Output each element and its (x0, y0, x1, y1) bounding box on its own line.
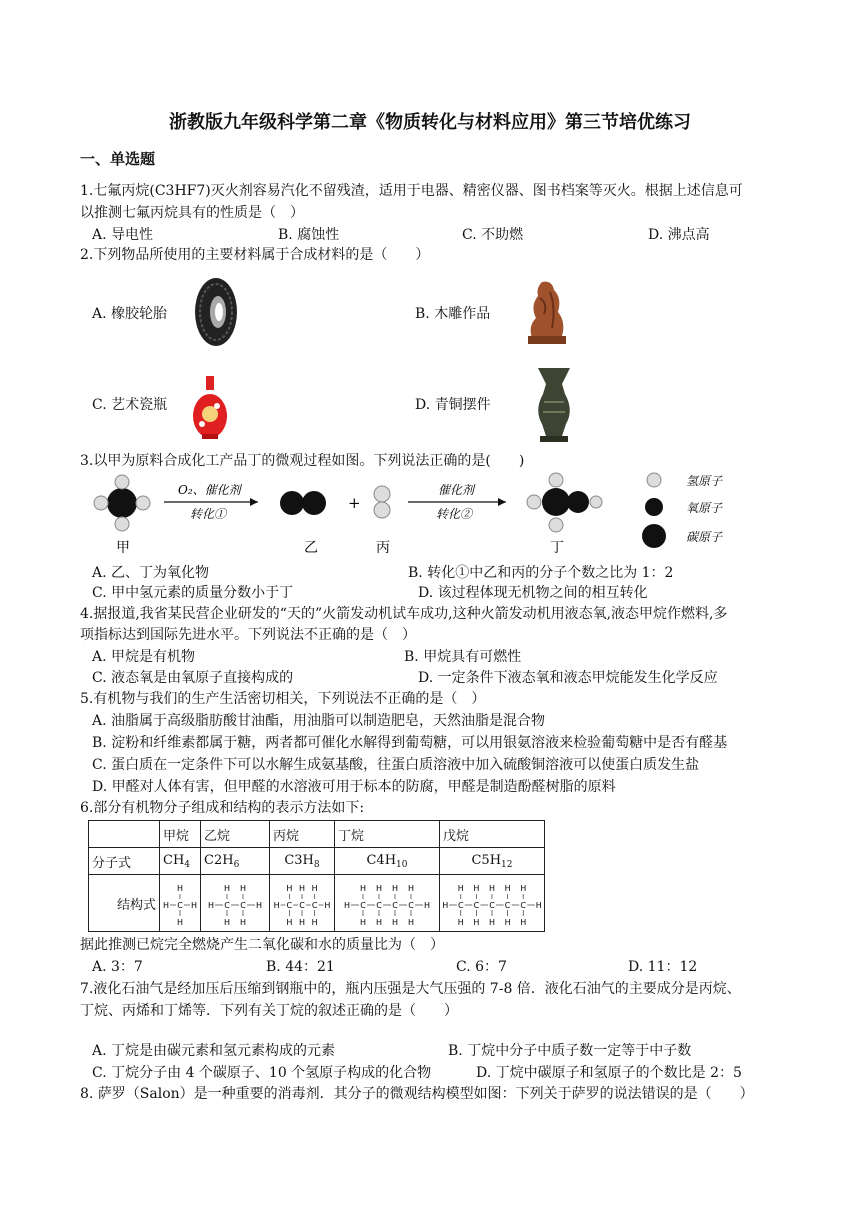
q7-stem-line2: 丁烷、丙烯和丁烯等．下列有关丁烷的叙述正确的是（ ） (80, 1003, 458, 1019)
q2-option-b[interactable]: B. 木雕作品 (415, 306, 491, 322)
svg-text:H: H (504, 918, 511, 927)
svg-text:H: H (239, 918, 247, 927)
svg-text:C: C (299, 901, 305, 910)
svg-text:H: H (473, 884, 480, 893)
svg-text:C: C (286, 901, 293, 910)
q2-option-a[interactable]: A. 橡胶轮胎 (92, 306, 168, 322)
table-name-propane: 丙烷 (270, 821, 335, 848)
label-ding: 丁 (550, 540, 564, 556)
svg-text:C: C (408, 901, 414, 910)
svg-text:C: C (240, 901, 246, 910)
svg-text:H: H (273, 901, 280, 910)
table-structure-label: 结构式 (89, 875, 160, 932)
q7-stem-line1: 7.液化石油气是经加压后压缩到钢瓶中的，瓶内压强是大气压强的 7-8 倍．液化石油气的主要成分是丙烷、 (80, 981, 741, 997)
svg-text:H: H (162, 901, 170, 910)
molecule-yi (280, 491, 326, 515)
svg-text:H: H (375, 884, 383, 893)
structure-propane (270, 875, 335, 932)
svg-text:C: C (520, 901, 526, 910)
legend-carbon: 碳原子 (686, 530, 723, 544)
section-heading: 一、单选题 (80, 150, 156, 168)
svg-text:C: C (473, 901, 480, 910)
q3-option-b[interactable]: B. 转化①中乙和丙的分子个数之比为 1：2 (408, 565, 674, 581)
svg-text:H: H (190, 901, 198, 910)
label-bing: 丙 (376, 540, 390, 556)
svg-text:H: H (176, 918, 184, 927)
svg-text:C: C (177, 901, 183, 910)
q8-stem: 8. 萨罗（Salon）是一种重要的消毒剂．其分子的微观结构模型如图：下列关于萨罗的说法错误的是（ ） (80, 1086, 754, 1102)
page-title: 浙教版九年级科学第二章《物质转化与材料应用》第三节培优练习 (169, 112, 691, 133)
structure-butane (335, 875, 440, 932)
svg-text:H: H (407, 884, 415, 893)
svg-text:C: C (224, 901, 230, 910)
q6-option-a[interactable]: A. 3：7 (92, 959, 143, 975)
svg-text:H: H (504, 884, 511, 893)
q3-option-a[interactable]: A. 乙、丁为氧化物 (92, 565, 210, 581)
q1-stem-line1: 1.七氟丙烷(C3HF7)灭火剂容易汽化不留残渣，适用于电器、精密仪器、图书档案等灭火。根据上述信息可 (80, 183, 743, 199)
svg-text:C: C (376, 901, 382, 910)
svg-text:H: H (520, 918, 527, 927)
legend-hydrogen: 氢原子 (686, 474, 723, 488)
formula-propane: $C3H_8$ (270, 848, 335, 875)
svg-text:H: H (535, 901, 542, 910)
svg-text:C: C (489, 901, 495, 910)
svg-text:H: H (457, 884, 464, 893)
q3-option-d[interactable]: D. 该过程体现无机物之间的相互转化 (418, 585, 648, 601)
svg-text:H: H (207, 901, 215, 910)
svg-text:H: H (298, 884, 306, 893)
formula-methane: $CH_4$ (160, 848, 201, 875)
formula-butane: $C4H_{10}$ (335, 848, 440, 875)
q1-option-c[interactable]: C. 不助燃 (462, 227, 524, 243)
reaction-diagram (86, 470, 786, 560)
svg-text:H: H (223, 884, 231, 893)
svg-text:H: H (488, 918, 496, 927)
svg-text:H: H (286, 884, 293, 893)
legend-oxygen: 氧原子 (686, 501, 723, 515)
q4-option-d[interactable]: D. 一定条件下液态氧和液态甲烷能发生化学反应 (418, 670, 718, 686)
q6-question: 据此推测已烷完全燃烧产生二氧化碳和水的质量比为（ ） (80, 937, 444, 953)
q7-option-a[interactable]: A. 丁烷是由碳元素和氢元素构成的元素 (92, 1043, 336, 1059)
bronze-vessel-image (532, 366, 576, 444)
q3-stem: 3.以甲为原料合成化工产品丁的微观过程如图。下列说法正确的是( ) (80, 453, 525, 469)
q2-option-d[interactable]: D. 青铜摆件 (415, 397, 491, 413)
svg-text:H: H (391, 884, 399, 893)
q4-stem-line2: 项指标达到国际先进水平。下列说法不正确的是（ ） (80, 627, 416, 643)
svg-text:H: H (239, 884, 247, 893)
q6-option-c[interactable]: C. 6：7 (456, 959, 507, 975)
label-jia: 甲 (116, 540, 130, 556)
legend (642, 473, 723, 548)
q1-option-b[interactable]: B. 腐蚀性 (278, 227, 340, 243)
svg-text:H: H (520, 884, 527, 893)
table-name-methane: 甲烷 (160, 821, 201, 848)
svg-text:H: H (298, 918, 306, 927)
svg-text:H: H (473, 918, 480, 927)
q5-stem: 5.有机物与我们的生产生活密切相关，下列说法不正确的是（ ） (80, 691, 486, 707)
plus-sign: + (348, 494, 361, 512)
q1-option-a[interactable]: A. 导电性 (92, 227, 154, 243)
table-name-butane: 丁烷 (335, 821, 440, 848)
q1-stem-line2: 以推测七氟丙烷具有的性质是（ ） (80, 205, 304, 221)
svg-text:H: H (223, 918, 231, 927)
svg-text:C: C (504, 901, 511, 910)
tire-image (192, 276, 240, 348)
formula-pentane: $C5H_{12}$ (440, 848, 545, 875)
structure-pentane (440, 875, 545, 932)
q5-option-b[interactable]: B. 淀粉和纤维素都属于糖，两者都可催化水解得到葡萄糖，可以用银氨溶液来检验葡萄糖中是否有醛基 (92, 735, 728, 751)
q3-option-c[interactable]: C. 甲中氢元素的质量分数小于丁 (92, 585, 294, 601)
arrow2-bottom-text: 转化② (436, 507, 473, 521)
q2-option-c[interactable]: C. 艺术瓷瓶 (92, 397, 168, 413)
q2-stem: 2.下列物品所使用的主要材料属于合成材料的是（ ） (80, 247, 430, 263)
label-yi: 乙 (304, 540, 318, 556)
svg-text:H: H (375, 918, 383, 927)
structure-methane (160, 875, 201, 932)
svg-text:H: H (359, 884, 367, 893)
svg-text:H: H (442, 901, 449, 910)
svg-text:H: H (423, 901, 431, 910)
svg-text:C: C (311, 901, 318, 910)
svg-text:H: H (311, 918, 318, 927)
svg-text:H: H (407, 918, 415, 927)
svg-text:C: C (392, 901, 398, 910)
q5-option-a[interactable]: A. 油脂属于高级脂肪酸甘油酯，用油脂可以制造肥皂，天然油脂是混合物 (92, 713, 546, 729)
svg-text:H: H (457, 918, 464, 927)
molecule-bing (374, 486, 390, 518)
q5-option-d[interactable]: D. 甲醛对人体有害，但甲醛的水溶液可用于标本的防腐，甲醛是制造酚醛树脂的原料 (92, 779, 616, 795)
arrow2-top-text: 催化剂 (438, 483, 475, 497)
table-name-ethane: 乙烷 (201, 821, 270, 848)
svg-text:C: C (458, 901, 464, 910)
porcelain-vase-image (190, 374, 230, 440)
q1-option-d[interactable]: D. 沸点高 (648, 227, 710, 243)
svg-text:H: H (488, 884, 496, 893)
q7-option-d[interactable]: D. 丁烷中碳原子和氢原子的个数比是 2：5 (476, 1065, 742, 1081)
arrow1-bottom-text: 转化① (190, 507, 227, 521)
q4-option-c[interactable]: C. 液态氧是由氧原子直接构成的 (92, 670, 294, 686)
table-name-pentane: 戊烷 (440, 821, 545, 848)
q5-option-c[interactable]: C. 蛋白质在一定条件下可以水解生成氨基酸，往蛋白质溶液中加入硫酸铜溶液可以使蛋白质发生盐 (92, 757, 700, 773)
q6-option-d[interactable]: D. 11：12 (628, 959, 698, 975)
svg-text:H: H (176, 884, 184, 893)
svg-text:H: H (311, 884, 318, 893)
svg-text:H: H (391, 918, 399, 927)
table-formula-label: 分子式 (89, 848, 160, 875)
q4-option-b[interactable]: B. 甲烷具有可燃性 (404, 649, 522, 665)
molecule-jia (94, 475, 150, 531)
svg-text:H: H (255, 901, 263, 910)
svg-text:C: C (360, 901, 366, 910)
table-corner (89, 821, 160, 848)
q6-stem: 6.部分有机物分子组成和结构的表示方法如下: (80, 800, 365, 816)
wood-carving-image (522, 278, 570, 346)
q4-stem-line1: 4.据报道,我省某民营企业研发的“天的”火箭发动机试车成功,这种火箭发动机用液态氧,液态甲烷作燃料,多 (80, 606, 728, 622)
q7-option-b[interactable]: B. 丁烷中分子中质子数一定等于中子数 (448, 1043, 692, 1059)
svg-text:H: H (324, 901, 331, 910)
svg-text:H: H (286, 918, 293, 927)
arrow1-top-text: O₂、催化剂 (178, 483, 241, 497)
formula-ethane: $C2H_6$ (201, 848, 270, 875)
q6-option-b[interactable]: B. 44：21 (266, 959, 335, 975)
svg-text:H: H (359, 918, 367, 927)
q7-option-c[interactable]: C. 丁烷分子由 4 个碳原子、10 个氢原子构成的化合物 (92, 1065, 432, 1081)
molecule-ding (527, 473, 602, 532)
svg-text:H: H (343, 901, 351, 910)
q4-option-a[interactable]: A. 甲烷是有机物 (92, 649, 196, 665)
structure-ethane (201, 875, 270, 932)
alkane-table (88, 820, 545, 932)
